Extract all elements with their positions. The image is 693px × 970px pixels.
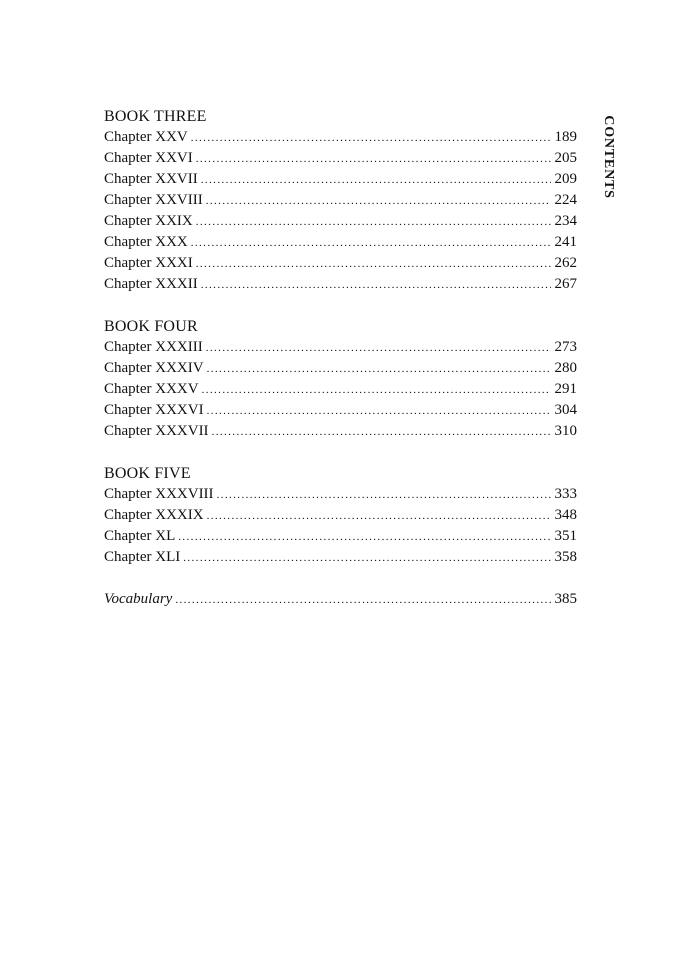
dot-leader <box>191 233 551 254</box>
chapter-title: Chapter XXXIII <box>104 339 203 355</box>
page-number: 358 <box>554 549 577 565</box>
dot-leader <box>206 191 551 212</box>
chapter-title: Chapter XL <box>104 528 176 544</box>
toc-entry[interactable] <box>104 127 577 148</box>
toc-entry[interactable] <box>104 505 577 526</box>
page-number: 385 <box>554 591 577 607</box>
toc-entry[interactable] <box>104 169 577 190</box>
section-spacer <box>104 568 577 589</box>
chapter-title: Chapter XXXIX <box>104 507 204 523</box>
dot-leader <box>191 128 551 149</box>
page-number: 241 <box>554 234 577 250</box>
dot-leader <box>206 338 551 359</box>
page-number: 209 <box>554 171 577 187</box>
running-header <box>598 107 618 207</box>
chapter-title: Chapter XXXII <box>104 276 198 292</box>
toc-entry[interactable] <box>104 190 577 211</box>
section-spacer <box>104 295 577 316</box>
dot-leader <box>207 401 551 422</box>
page-number: 304 <box>554 402 577 418</box>
toc-entry[interactable] <box>104 400 577 421</box>
chapter-title: Chapter XXXI <box>104 255 193 271</box>
toc-entry[interactable] <box>104 232 577 253</box>
chapter-title: Chapter XXXVII <box>104 423 209 439</box>
chapter-title: Chapter XXX <box>104 234 188 250</box>
page-number: 351 <box>554 528 577 544</box>
chapter-title: Chapter XXXV <box>104 381 199 397</box>
chapter-title: Chapter XXXVIII <box>104 486 214 502</box>
chapter-title: Chapter XXVII <box>104 171 198 187</box>
dot-leader <box>196 149 551 170</box>
chapter-title: Chapter XXXVI <box>104 402 204 418</box>
chapter-title: Chapter XXXIV <box>104 360 204 376</box>
book-heading: BOOK FIVE <box>104 465 191 482</box>
page-number: 273 <box>554 339 577 355</box>
page-number: 224 <box>554 192 577 208</box>
toc-entry-vocabulary[interactable] <box>104 589 577 610</box>
dot-leader <box>175 590 550 611</box>
chapter-title: Chapter XXVIII <box>104 192 203 208</box>
chapter-title: Chapter XLI <box>104 549 181 565</box>
toc-entry[interactable] <box>104 148 577 169</box>
page-number: 205 <box>554 150 577 166</box>
dot-leader <box>202 380 551 401</box>
dot-leader <box>207 506 551 527</box>
vocabulary-title: Vocabulary <box>104 591 173 607</box>
dot-leader <box>196 254 551 275</box>
toc-entry[interactable] <box>104 337 577 358</box>
dot-leader <box>212 422 551 443</box>
dot-leader <box>196 212 551 233</box>
page-number: 262 <box>554 255 577 271</box>
toc-entry[interactable] <box>104 358 577 379</box>
toc-entry[interactable] <box>104 421 577 442</box>
toc-entry[interactable] <box>104 274 577 295</box>
chapter-title: Chapter XXVI <box>104 150 193 166</box>
toc-entry[interactable] <box>104 379 577 400</box>
page-number: 280 <box>554 360 577 376</box>
page-number: 267 <box>554 276 577 292</box>
toc-entry[interactable] <box>104 253 577 274</box>
dot-leader <box>207 359 551 380</box>
toc-entry[interactable] <box>104 547 577 568</box>
page-number: 234 <box>554 213 577 229</box>
page-number: 310 <box>554 423 577 439</box>
running-header-label: CONTENTS <box>601 115 616 199</box>
page-number: 333 <box>554 486 577 502</box>
book-heading: BOOK THREE <box>104 108 207 125</box>
table-of-contents <box>104 106 577 610</box>
toc-entry[interactable] <box>104 484 577 505</box>
dot-leader <box>183 548 550 569</box>
page-number: 189 <box>554 129 577 145</box>
toc-entry[interactable] <box>104 211 577 232</box>
chapter-title: Chapter XXV <box>104 129 188 145</box>
dot-leader <box>178 527 550 548</box>
section-spacer <box>104 442 577 463</box>
page-number: 291 <box>554 381 577 397</box>
book-heading: BOOK FOUR <box>104 318 198 335</box>
chapter-title: Chapter XXIX <box>104 213 193 229</box>
dot-leader <box>217 485 551 506</box>
dot-leader <box>201 170 551 191</box>
page-number: 348 <box>554 507 577 523</box>
dot-leader <box>201 275 551 296</box>
toc-entry[interactable] <box>104 526 577 547</box>
